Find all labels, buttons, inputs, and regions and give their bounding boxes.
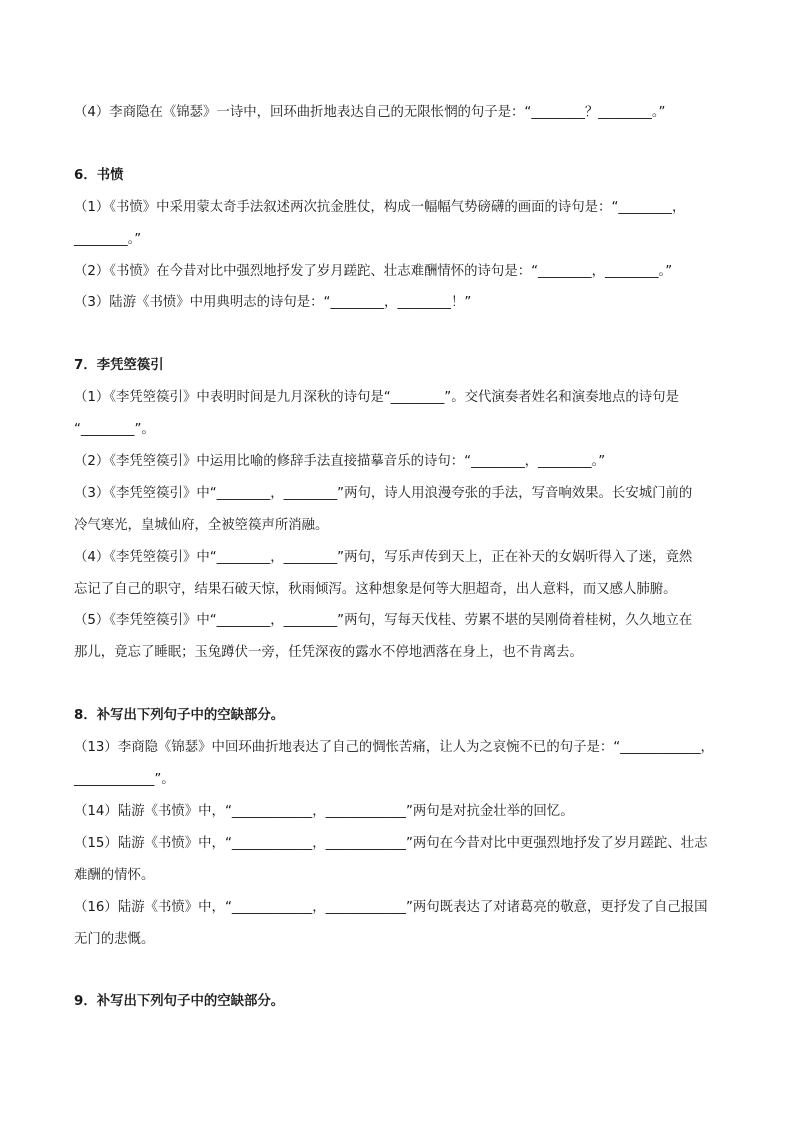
question-5-item-4: （4）李商隐在《锦瑟》一诗中，回环曲折地表达自己的无限怅惘的句子是：“________？________。”: [74, 105, 666, 120]
question-7-item-2: （2）《李凭箜篌引》中运用比喻的修辞手法直接描摹音乐的诗句：“________，________。”: [74, 454, 606, 469]
question-7-item-3-cont: 冷气寒光，皇城仙府，全被箜篌声所消融。: [74, 518, 329, 533]
question-8-item-15: （15）陆游《书愤》中，“____________，____________”两句在今昔对比中更强烈地抒发了岁月蹉跎、壮志: [74, 836, 708, 851]
question-8-item-13: （13）李商隐《锦瑟》中回环曲折地表达了自己的惆怅苦痛，让人为之哀惋不已的句子是：“____________，: [74, 740, 714, 755]
question-6-item-1-cont: ________。”: [74, 232, 142, 247]
question-9-title: 9．补写出下列句子中的空缺部分。: [74, 994, 285, 1009]
question-8-title: 8．补写出下列句子中的空缺部分。: [74, 708, 285, 723]
question-7-item-4-cont: 忘记了自己的职守，结果石破天惊，秋雨倾泻。这种想象是何等大胆超奇，出人意料，而又感人肺腑。: [74, 582, 677, 597]
question-7-item-1-cont: “________”。: [74, 422, 155, 437]
question-7-item-1: （1）《李凭箜篌引》中表明时间是九月深秋的诗句是“________”。交代演奏者姓名和演奏地点的诗句是: [74, 390, 679, 405]
question-8-item-16: （16）陆游《书愤》中，“____________，____________”两句既表达了对诸葛亮的敬意，更抒发了自己报国: [74, 900, 708, 915]
question-8-item-16-cont: 无门的悲慨。: [74, 932, 155, 947]
question-7-item-3: （3）《李凭箜篌引》中“________，________”两句，诗人用浪漫夸张的手法，写音响效果。长安城门前的: [74, 486, 693, 501]
question-7-item-5: （5）《李凭箜篌引》中“________，________”两句，写每天伐桂、劳累不堪的吴刚倚着桂树，久久地立在: [74, 613, 693, 628]
question-7-title: 7．李凭箜篌引: [74, 358, 164, 373]
question-6-item-3: （3）陆游《书愤》中用典明志的诗句是：“________，________！”: [74, 295, 472, 310]
question-6-item-2: （2）《书愤》在今昔对比中强烈地抒发了岁月蹉跎、壮志难酬情怀的诗句是：“________，________。”: [74, 264, 673, 279]
question-6-item-1: （1）《书愤》中采用蒙太奇手法叙述两次抗金胜仗，构成一幅幅气势磅礴的画面的诗句是：“________，: [74, 200, 686, 215]
question-6-title: 6．书愤: [74, 168, 124, 183]
question-7-item-5-cont: 那儿，竟忘了睡眠；玉兔蹲伏一旁，任凭深夜的露水不停地洒落在身上，也不肯离去。: [74, 645, 583, 660]
question-7-item-4: （4）《李凭箜篌引》中“________，________”两句，写乐声传到天上，正在补天的女娲听得入了迷，竟然: [74, 550, 693, 565]
question-8-item-13-cont: ____________”。: [74, 772, 175, 787]
question-8-item-15-cont: 难酬的情怀。: [74, 868, 155, 883]
question-8-item-14: （14）陆游《书愤》中，“____________，____________”两句是对抗金壮举的回忆。: [74, 804, 574, 819]
